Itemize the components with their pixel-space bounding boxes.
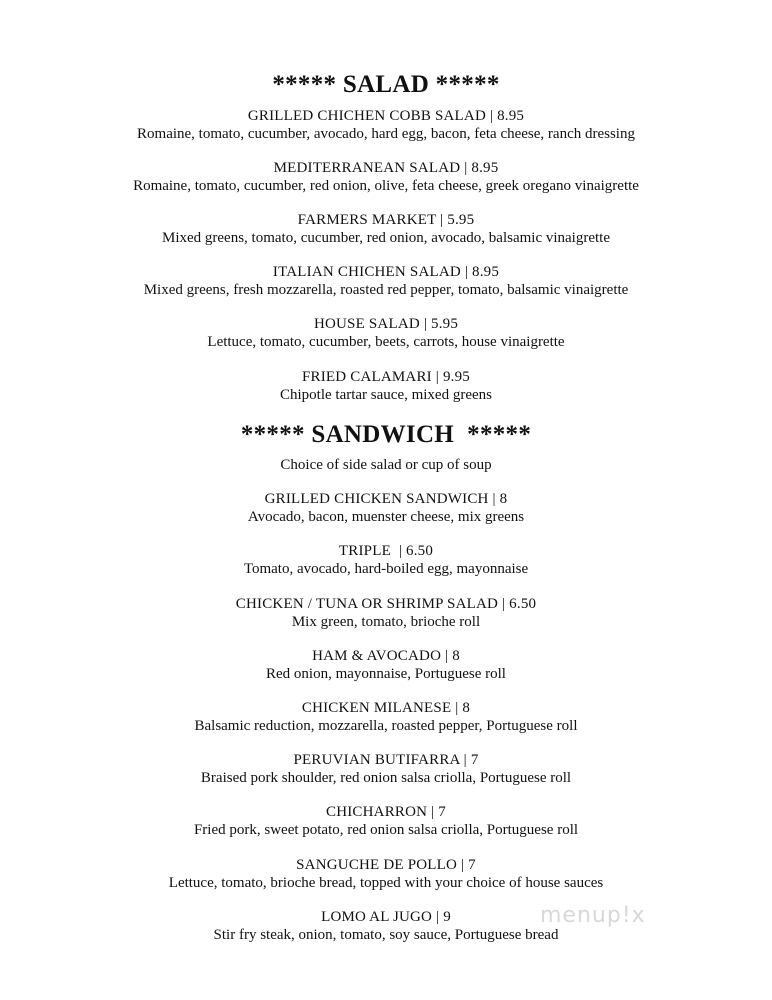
menu-item-cobb-salad	[0, 107, 772, 143]
item-name: FARMERS MARKET | 5.95	[297, 212, 475, 228]
menu-item-house-salad	[0, 315, 772, 351]
menu-item-ham-avocado	[0, 647, 772, 683]
menu-item-grilled-chicken-sandwich	[0, 490, 772, 526]
item-name: SANGUCHE DE POLLO | 7	[296, 857, 476, 873]
menu-item-triple	[0, 542, 772, 578]
item-name: CHICKEN / TUNA OR SHRIMP SALAD | 6.50	[235, 596, 537, 612]
item-name: GRILLED CHICHEN COBB SALAD | 8.95	[247, 108, 525, 124]
item-description: Lettuce, tomato, brioche bread, topped with your choice of house sauces	[168, 875, 604, 891]
item-name: ITALIAN CHICHEN SALAD | 8.95	[272, 264, 500, 280]
menu-item-chicken-tuna-shrimp	[0, 595, 772, 631]
item-description: Braised pork shoulder, red onion salsa criolla, Portuguese roll	[200, 770, 572, 786]
item-name: HAM & AVOCADO | 8	[312, 648, 460, 664]
menu-item-italian-salad	[0, 263, 772, 299]
sandwich-section-note: Choice of side salad or cup of soup	[280, 457, 492, 473]
menu-item-fried-calamari	[0, 368, 772, 404]
item-description: Lettuce, tomato, cucumber, beets, carrots, house vinaigrette	[207, 334, 565, 350]
item-name: GRILLED CHICKEN SANDWICH | 8	[264, 491, 508, 507]
menu-item-chicharron	[0, 803, 772, 839]
item-description: Mix green, tomato, brioche roll	[291, 614, 481, 630]
menu-item-peruvian-butifarra	[0, 751, 772, 787]
item-description: Chipotle tartar sauce, mixed greens	[279, 387, 492, 403]
item-name: HOUSE SALAD | 5.95	[313, 316, 459, 332]
item-description: Stir fry steak, onion, tomato, soy sauce, Portuguese bread	[213, 927, 559, 943]
item-description: Tomato, avocado, hard-boiled egg, mayonnaise	[243, 561, 529, 577]
item-description: Avocado, bacon, muenster cheese, mix greens	[247, 509, 525, 525]
item-name: FRIED CALAMARI | 9.95	[301, 369, 471, 385]
item-description: Fried pork, sweet potato, red onion salsa criolla, Portuguese roll	[193, 822, 579, 838]
item-name: CHICKEN MILANESE | 8	[301, 700, 471, 716]
menu-item-lomo-al-jugo	[0, 908, 772, 944]
menu-item-chicken-milanese	[0, 699, 772, 735]
item-description: Romaine, tomato, cucumber, red onion, olive, feta cheese, greek oregano vinaigrette	[133, 178, 639, 194]
salad-section-title: ***** SALAD *****	[272, 71, 500, 98]
item-description: Red onion, mayonnaise, Portuguese roll	[266, 666, 506, 682]
item-description: Mixed greens, tomato, cucumber, red onion, avocado, balsamic vinaigrette	[161, 230, 610, 246]
item-name: LOMO AL JUGO | 9	[321, 909, 451, 925]
menu-item-farmers-market	[0, 211, 772, 247]
item-name: TRIPLE | 6.50	[338, 543, 434, 559]
sandwich-section-title: ***** SANDWICH *****	[240, 421, 532, 448]
item-name: MEDITERRANEAN SALAD | 8.95	[273, 160, 499, 176]
menu-item-sanguche-de-pollo	[0, 856, 772, 892]
item-name: PERUVIAN BUTIFARRA | 7	[293, 752, 479, 768]
menupix-watermark: menup!x	[540, 903, 646, 928]
item-name: CHICHARRON | 7	[326, 804, 446, 820]
item-description: Mixed greens, fresh mozzarella, roasted red pepper, tomato, balsamic vinaigrette	[143, 282, 629, 298]
item-description: Balsamic reduction, mozzarella, roasted pepper, Portuguese roll	[194, 718, 578, 734]
item-description: Romaine, tomato, cucumber, avocado, hard egg, bacon, feta cheese, ranch dressing	[137, 126, 635, 142]
menu-item-mediterranean-salad	[0, 159, 772, 195]
